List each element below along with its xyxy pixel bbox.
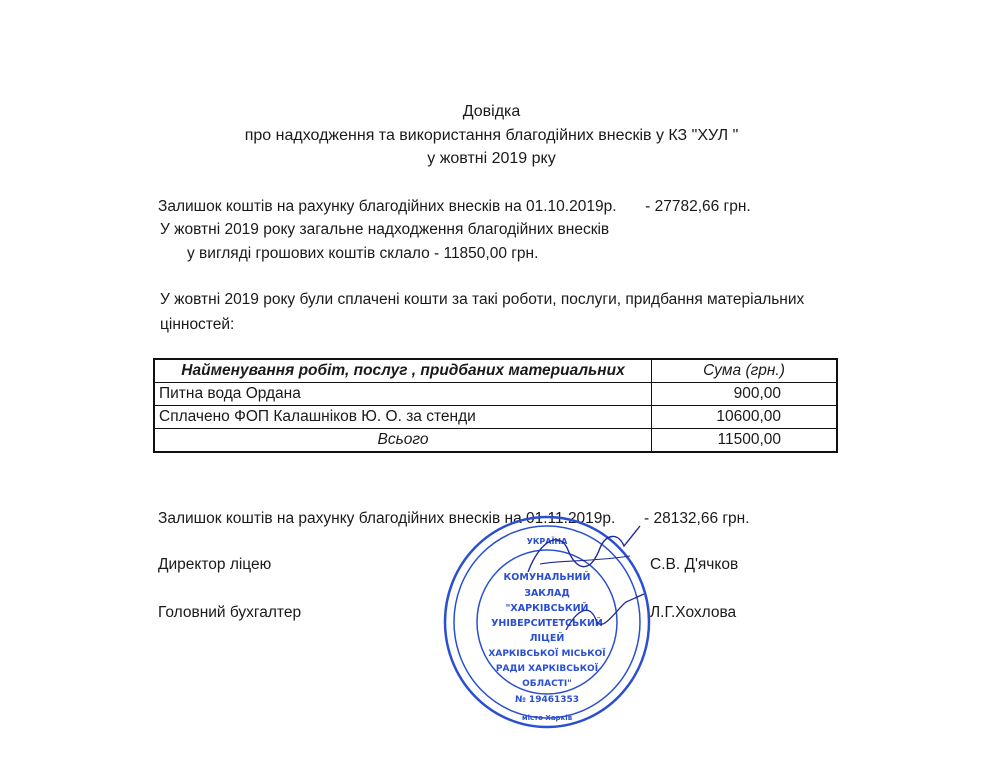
seal-line: "ХАРКІВСЬКИЙ bbox=[505, 603, 589, 614]
document-subtitle: про надходження та використання благодійних внесків у КЗ "ХУЛ " bbox=[244, 127, 739, 144]
seal-line: № 19461353 bbox=[514, 695, 580, 705]
balance-end-text: Залишок коштів на рахунку благодійних внесків на 01.11.2019р. bbox=[158, 510, 616, 527]
balance-start-text: Залишок коштів на рахунку благодійних внесків на 01.10.2019р. bbox=[158, 198, 617, 215]
row-amount: 900,00 bbox=[652, 383, 838, 406]
seal-line: місто Харків bbox=[521, 714, 573, 722]
expenses-table bbox=[153, 358, 838, 453]
column-header-amount: Сума (грн.) bbox=[652, 359, 838, 383]
row-name: Питна вода Ордана bbox=[154, 383, 652, 406]
seal-line: УКРАЇНА bbox=[526, 537, 568, 546]
seal-line: ЗАКЛАД bbox=[524, 588, 570, 599]
column-header-name: Найменування робіт, послуг , придбаних материальних bbox=[154, 359, 652, 383]
seal-line: ХАРКІВСЬКОЇ МІСЬКОЇ bbox=[488, 649, 606, 659]
accountant-signature bbox=[560, 590, 650, 640]
director-signature bbox=[520, 520, 650, 590]
row-amount: 10600,00 bbox=[652, 406, 838, 429]
document-title: Довідка bbox=[462, 103, 521, 120]
seal-line: УНІВЕРСИТЕТСЬКИЙ bbox=[491, 618, 603, 629]
document-period: у жовтні 2019 рку bbox=[427, 150, 556, 167]
accountant-name: Л.Г.Хохлова bbox=[650, 604, 737, 621]
total-amount: 11500,00 bbox=[652, 429, 838, 453]
table-header-row bbox=[154, 359, 837, 383]
table-total-row bbox=[154, 429, 837, 453]
total-label: Всього bbox=[154, 429, 652, 453]
seal-line: ОБЛАСТІ" bbox=[522, 679, 572, 689]
seal-line: КОМУНАЛЬНИЙ bbox=[503, 572, 591, 583]
row-name: Сплачено ФОП Калашніков Ю. О. за стенди bbox=[154, 406, 652, 429]
director-title: Директор ліцею bbox=[158, 556, 272, 573]
seal-line: РАДИ ХАРКІВСЬКОЇ bbox=[495, 664, 599, 674]
table-row bbox=[154, 383, 837, 406]
seal-line: ЛІЦЕЙ bbox=[529, 633, 565, 644]
table-row bbox=[154, 406, 837, 429]
director-name: С.В. Д'ячков bbox=[650, 556, 739, 573]
expenses-intro-line-1: У жовтні 2019 року були сплачені кошти за такі роботи, послуги, придбання матеріальних bbox=[160, 291, 805, 308]
balance-end-amount: - 28132,66 грн. bbox=[643, 510, 750, 527]
balance-start-line bbox=[158, 198, 751, 216]
income-line-1: У жовтні 2019 року загальне надходження благодійних внесків bbox=[160, 221, 610, 238]
balance-start-amount: - 27782,66 грн. bbox=[645, 198, 751, 215]
expenses-intro-line-2: цінностей: bbox=[160, 316, 235, 333]
accountant-title: Головний бухгалтер bbox=[158, 604, 302, 621]
income-line-2: у вигляді грошових коштів склало - 11850,00 грн. bbox=[187, 245, 539, 262]
